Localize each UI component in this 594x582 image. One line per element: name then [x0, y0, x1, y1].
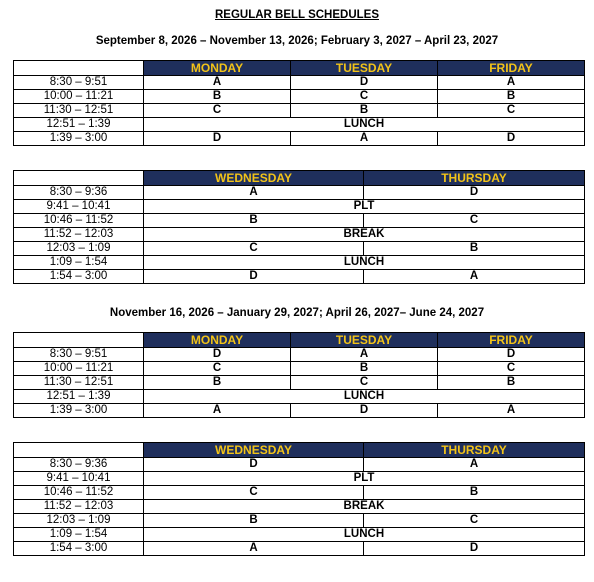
- block-cell: D: [144, 132, 291, 146]
- header-row: [14, 443, 585, 458]
- block-cell: D: [438, 132, 585, 146]
- date-range-1: September 8, 2026 – November 13, 2026; February 3, 2027 – April 23, 2027: [95, 35, 499, 47]
- date-range-2: November 16, 2026 – January 29, 2027; April 26, 2027– June 24, 2027: [109, 307, 485, 319]
- time-cell: 1:39 – 3:00: [14, 404, 144, 418]
- block-cell: C: [364, 514, 585, 528]
- block-cell: A: [364, 458, 585, 472]
- block-cell: C: [144, 104, 291, 118]
- header-blank-cell: [14, 333, 144, 348]
- time-cell: 8:30 – 9:51: [14, 76, 144, 90]
- span-cell: LUNCH: [144, 528, 585, 542]
- block-cell: A: [364, 270, 585, 284]
- span-cell: LUNCH: [144, 256, 585, 270]
- day-header-thursday: THURSDAY: [364, 443, 585, 458]
- table-row: [14, 458, 585, 472]
- schedule-wt-1: [13, 170, 585, 284]
- table-row: [14, 362, 585, 376]
- time-cell: 10:46 – 11:52: [14, 214, 144, 228]
- schedule-mtf-1: [13, 60, 585, 146]
- table-row: [14, 500, 585, 514]
- table-row: [14, 390, 585, 404]
- block-cell: D: [144, 348, 291, 362]
- block-cell: B: [144, 214, 364, 228]
- block-cell: B: [144, 376, 291, 390]
- table-row: [14, 104, 585, 118]
- time-cell: 11:30 – 12:51: [14, 376, 144, 390]
- span-cell: LUNCH: [144, 118, 585, 132]
- day-header-friday: FRIDAY: [438, 61, 585, 76]
- table-row: [14, 256, 585, 270]
- block-cell: C: [438, 362, 585, 376]
- block-cell: B: [144, 90, 291, 104]
- table-row: [14, 542, 585, 556]
- header-blank-cell: [14, 61, 144, 76]
- table-row: [14, 270, 585, 284]
- table-row: [14, 200, 585, 214]
- block-cell: B: [291, 362, 438, 376]
- span-cell: BREAK: [144, 228, 585, 242]
- block-cell: C: [364, 214, 585, 228]
- block-cell: A: [438, 404, 585, 418]
- table-row: [14, 486, 585, 500]
- block-cell: C: [144, 486, 364, 500]
- time-cell: 12:51 – 1:39: [14, 118, 144, 132]
- table-row: [14, 118, 585, 132]
- time-cell: 11:52 – 12:03: [14, 228, 144, 242]
- block-cell: C: [291, 90, 438, 104]
- block-cell: B: [144, 514, 364, 528]
- day-header-tuesday: TUESDAY: [291, 333, 438, 348]
- block-cell: B: [364, 486, 585, 500]
- block-cell: B: [364, 242, 585, 256]
- table-row: [14, 404, 585, 418]
- time-cell: 1:09 – 1:54: [14, 256, 144, 270]
- block-cell: D: [438, 348, 585, 362]
- span-cell: LUNCH: [144, 390, 585, 404]
- time-cell: 12:51 – 1:39: [14, 390, 144, 404]
- day-header-tuesday: TUESDAY: [291, 61, 438, 76]
- table-row: [14, 228, 585, 242]
- table-row: [14, 76, 585, 90]
- table-row: [14, 514, 585, 528]
- time-cell: 10:00 – 11:21: [14, 362, 144, 376]
- table-row: [14, 348, 585, 362]
- span-cell: BREAK: [144, 500, 585, 514]
- table-row: [14, 132, 585, 146]
- table-row: [14, 242, 585, 256]
- time-cell: 10:00 – 11:21: [14, 90, 144, 104]
- day-header-wednesday: WEDNESDAY: [144, 171, 364, 186]
- time-cell: 11:52 – 12:03: [14, 500, 144, 514]
- block-cell: C: [144, 362, 291, 376]
- table-row: [14, 90, 585, 104]
- span-cell: PLT: [144, 200, 585, 214]
- block-cell: D: [364, 186, 585, 200]
- table-row: [14, 376, 585, 390]
- block-cell: A: [144, 542, 364, 556]
- table-row: [14, 214, 585, 228]
- block-cell: C: [438, 104, 585, 118]
- day-header-monday: MONDAY: [144, 333, 291, 348]
- header-row: [14, 171, 585, 186]
- block-cell: D: [364, 542, 585, 556]
- block-cell: A: [144, 186, 364, 200]
- time-cell: 12:03 – 1:09: [14, 242, 144, 256]
- span-cell: PLT: [144, 472, 585, 486]
- day-header-monday: MONDAY: [144, 61, 291, 76]
- time-cell: 8:30 – 9:36: [14, 186, 144, 200]
- header-row: [14, 333, 585, 348]
- table-row: [14, 528, 585, 542]
- day-header-thursday: THURSDAY: [364, 171, 585, 186]
- time-cell: 1:09 – 1:54: [14, 528, 144, 542]
- table-row: [14, 472, 585, 486]
- table-row: [14, 186, 585, 200]
- block-cell: B: [438, 90, 585, 104]
- time-cell: 8:30 – 9:51: [14, 348, 144, 362]
- header-blank-cell: [14, 443, 144, 458]
- time-cell: 1:39 – 3:00: [14, 132, 144, 146]
- header-row: [14, 61, 585, 76]
- block-cell: A: [291, 132, 438, 146]
- block-cell: A: [291, 348, 438, 362]
- time-cell: 1:54 – 3:00: [14, 542, 144, 556]
- time-cell: 1:54 – 3:00: [14, 270, 144, 284]
- block-cell: D: [144, 458, 364, 472]
- block-cell: A: [144, 76, 291, 90]
- block-cell: D: [291, 76, 438, 90]
- block-cell: D: [144, 270, 364, 284]
- day-header-friday: FRIDAY: [438, 333, 585, 348]
- block-cell: C: [144, 242, 364, 256]
- block-cell: B: [291, 104, 438, 118]
- time-cell: 11:30 – 12:51: [14, 104, 144, 118]
- schedule-mtf-2: [13, 332, 585, 418]
- schedule-wt-2: [13, 442, 585, 556]
- time-cell: 10:46 – 11:52: [14, 486, 144, 500]
- block-cell: B: [438, 376, 585, 390]
- time-cell: 8:30 – 9:36: [14, 458, 144, 472]
- block-cell: C: [291, 376, 438, 390]
- time-cell: 9:41 – 10:41: [14, 200, 144, 214]
- block-cell: A: [144, 404, 291, 418]
- day-header-wednesday: WEDNESDAY: [144, 443, 364, 458]
- page-title: REGULAR BELL SCHEDULES: [215, 9, 379, 21]
- header-blank-cell: [14, 171, 144, 186]
- time-cell: 12:03 – 1:09: [14, 514, 144, 528]
- time-cell: 9:41 – 10:41: [14, 472, 144, 486]
- block-cell: A: [438, 76, 585, 90]
- block-cell: D: [291, 404, 438, 418]
